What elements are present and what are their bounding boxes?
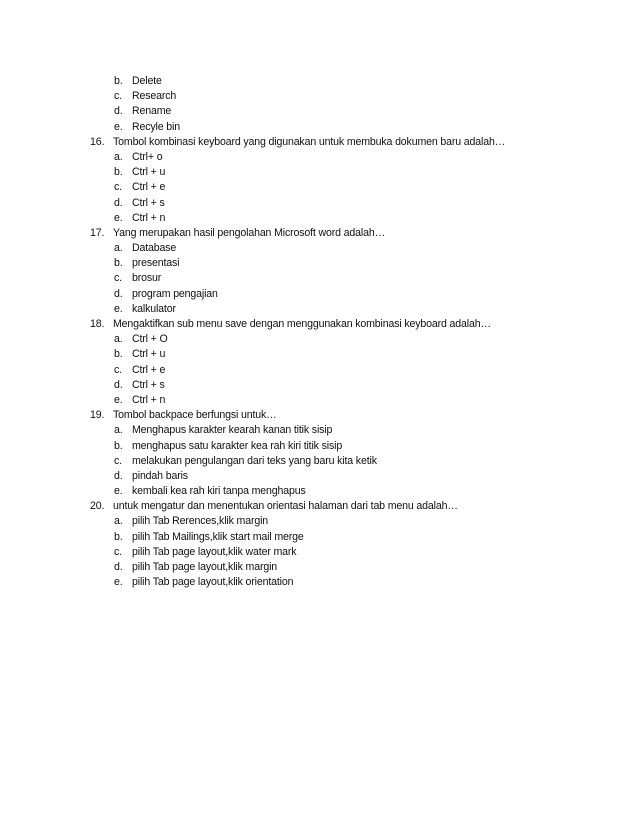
option-item	[90, 89, 610, 104]
option-item	[90, 439, 610, 454]
question-18	[90, 317, 610, 332]
option-letter: e.	[114, 302, 123, 315]
option-item	[90, 514, 610, 529]
option-letter: b.	[114, 75, 123, 87]
option-item	[90, 484, 610, 499]
question-text: Yang merupakan hasil pengolahan Microsoft word adalah…	[113, 226, 386, 239]
option-item	[90, 363, 610, 378]
question-text: Mengaktifkan sub menu save dengan menggunakan kombinasi keyboard adalah…	[113, 318, 491, 330]
option-letter: c.	[114, 272, 122, 285]
option-letter: b.	[114, 166, 123, 179]
option-text: presentasi	[132, 257, 180, 270]
option-text: menghapus satu karakter kea rah kiri titik sisip	[132, 439, 343, 452]
option-letter: a.	[114, 424, 123, 437]
option-text: pilih Tab page layout,klik margin	[132, 561, 278, 573]
question-19	[90, 408, 610, 423]
option-text: Ctrl + O	[132, 333, 168, 346]
option-item	[90, 287, 610, 302]
option-letter: e.	[114, 485, 123, 498]
option-item	[90, 545, 610, 560]
quiz-content	[90, 74, 610, 590]
option-text: Menghapus karakter kearah kanan titik sisip	[132, 424, 333, 437]
option-item	[90, 241, 610, 256]
option-item	[90, 180, 610, 195]
option-item	[90, 256, 610, 271]
option-text: Ctrl + n	[132, 393, 166, 406]
question-text: untuk mengatur dan menentukan orientasi halaman dari tab menu adalah…	[113, 500, 458, 513]
option-letter: d.	[114, 287, 123, 300]
option-letter: e.	[114, 576, 123, 589]
option-text: kalkulator	[132, 302, 176, 315]
option-item	[90, 302, 610, 317]
question-17	[90, 226, 610, 241]
option-letter: c.	[114, 363, 122, 376]
question-text: Tombol kombinasi keyboard yang digunakan untuk membuka dokumen baru adalah…	[113, 135, 506, 148]
question-number: 18.	[90, 318, 105, 330]
option-item	[90, 332, 610, 347]
option-text: Research	[132, 90, 177, 103]
option-letter: c.	[114, 545, 122, 558]
option-item	[90, 120, 610, 135]
option-item	[90, 575, 610, 590]
option-text: pilih Tab page layout,klik orientation	[132, 576, 294, 589]
option-text: pilih Tab page layout,klik water mark	[132, 545, 297, 558]
option-item	[90, 150, 610, 165]
option-letter: c.	[114, 454, 122, 467]
option-letter: d.	[114, 469, 123, 482]
option-letter: b.	[114, 348, 123, 361]
option-item	[90, 469, 610, 484]
option-item	[90, 560, 610, 575]
option-text: pilih Tab Rerences,klik margin	[132, 515, 269, 528]
question-20	[90, 499, 610, 514]
option-letter: d.	[114, 378, 123, 391]
option-letter: a.	[114, 150, 123, 163]
option-item	[90, 104, 610, 119]
option-letter: a.	[114, 515, 123, 528]
option-text: Database	[132, 242, 177, 255]
option-letter: a.	[114, 242, 123, 255]
question-number: 19.	[90, 409, 105, 422]
option-item	[90, 393, 610, 408]
option-text: kembali kea rah kiri tanpa menghapus	[132, 485, 306, 498]
option-text: Ctrl+ o	[132, 150, 163, 163]
option-text: Ctrl + e	[132, 181, 166, 194]
option-item	[90, 211, 610, 226]
option-item	[90, 74, 610, 89]
question-number: 20.	[90, 500, 105, 513]
option-text: melakukan pengulangan dari teks yang baru kita ketik	[132, 454, 377, 467]
option-text: Ctrl + s	[132, 196, 165, 209]
option-text: Delete	[132, 75, 162, 87]
option-letter: d.	[114, 196, 123, 209]
option-text: Ctrl + n	[132, 211, 166, 224]
option-letter: d.	[114, 105, 123, 118]
option-item	[90, 271, 610, 286]
option-item	[90, 454, 610, 469]
option-item	[90, 347, 610, 362]
option-letter: c.	[114, 181, 122, 194]
option-letter: e.	[114, 211, 123, 224]
option-text: pilih Tab Mailings,klik start mail merge	[132, 530, 304, 543]
option-text: Ctrl + s	[132, 378, 165, 391]
option-item	[90, 165, 610, 180]
option-item	[90, 530, 610, 545]
option-letter: b.	[114, 439, 123, 452]
option-letter: c.	[114, 90, 122, 103]
question-number: 17.	[90, 226, 105, 239]
option-text: pindah baris	[132, 469, 188, 482]
option-text: Ctrl + e	[132, 363, 166, 376]
option-text: Ctrl + u	[132, 348, 166, 361]
option-text: Ctrl + u	[132, 166, 166, 179]
option-letter: b.	[114, 530, 123, 543]
option-letter: e.	[114, 393, 123, 406]
option-item	[90, 196, 610, 211]
question-16	[90, 135, 610, 150]
option-letter: a.	[114, 333, 123, 346]
option-letter: b.	[114, 257, 123, 270]
option-text: Rename	[132, 105, 172, 118]
option-text: brosur	[132, 272, 162, 285]
option-letter: d.	[114, 561, 123, 573]
option-item	[90, 378, 610, 393]
option-text: program pengajian	[132, 287, 218, 300]
option-item	[90, 423, 610, 438]
question-text: Tombol backpace berfungsi untuk…	[113, 409, 277, 422]
question-number: 16.	[90, 135, 105, 148]
option-letter: e.	[114, 120, 123, 133]
option-text: Recyle bin	[132, 120, 180, 133]
